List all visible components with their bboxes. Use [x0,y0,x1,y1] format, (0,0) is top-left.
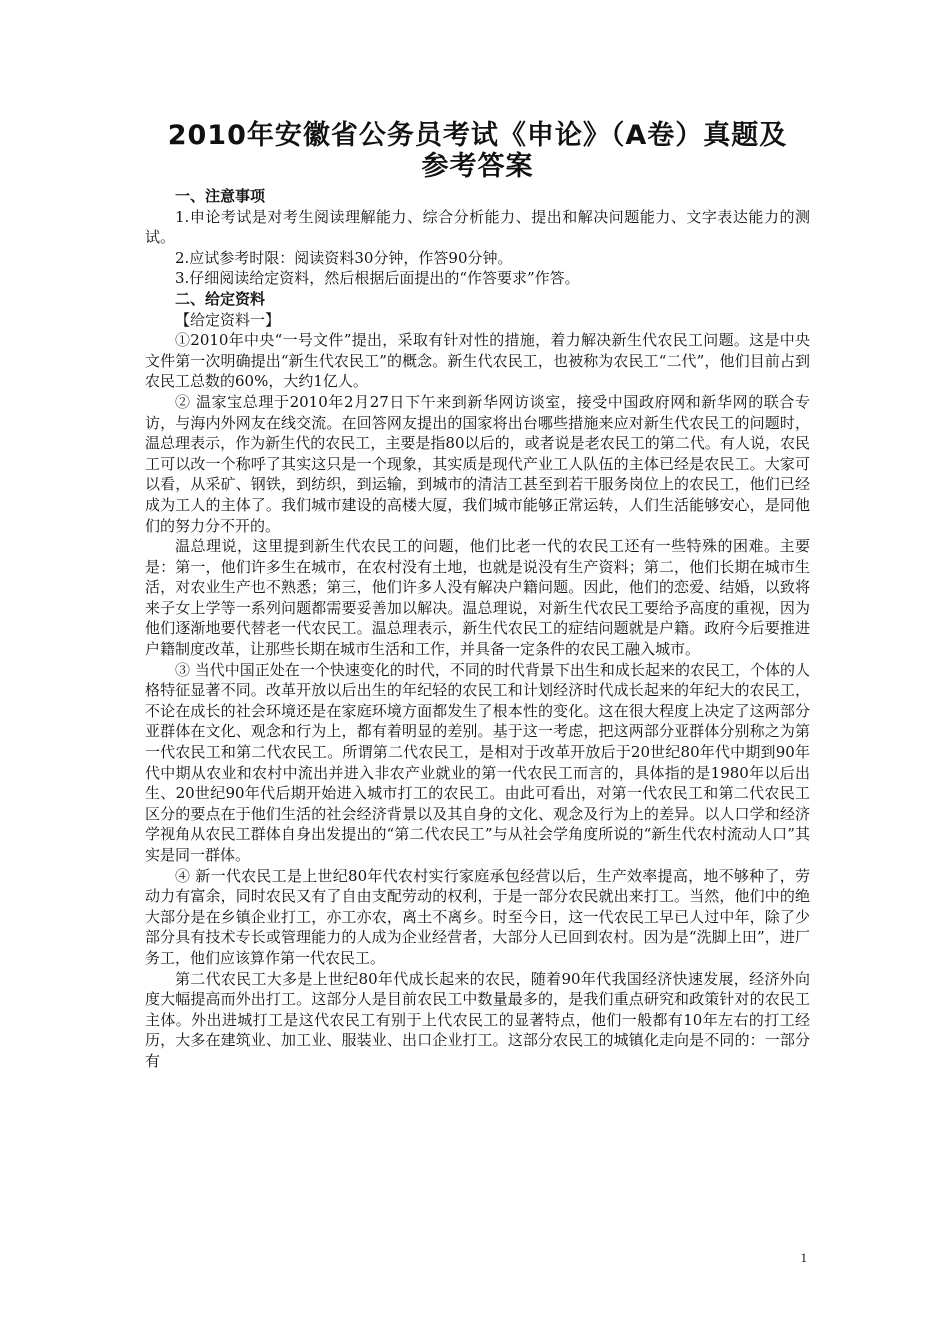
title-line-2: 参考答案 [421,151,534,182]
body-paragraph: ①2010年中央“一号文件”提出，采取有针对性的措施，着力解决新生代农民工问题。这是中央文件第一次明确提出“新生代农民工”的概念。新生代农民工，也被称为农民工“二代”，他们目前占到农民工总数的60%，大约1亿人。 [145,331,810,391]
body-paragraph: ③ 当代中国正处在一个快速变化的时代，不同的时代背景下出生和成长起来的农民工，个体的人格特征显著不同。改革开放以后出生的年纪轻的农民工和计划经济时代成长起来的年纪大的农民工，不论在成长的社会环境还是在家庭环境方面都发生了根本性的变化。这在很大程度上决定了这两部分亚群体在文化、观念和行为上，都有着明显的差别。基于这一考虑，把这两部分亚群体分别称之为第一代农民工和第二代农民工。所谓第二代农民工，是相对于改革开放后于20世纪80年代中期到90年代中期从农业和农村中流出并进入非农产业就业的第一代农民工而言的，具体指的是1980年以后出生、20世纪90年代后期开始进入城市打工的农民工。由此可看出，对第一代农民工和第二代农民工区分的要点在于他们生活的社会经济背景以及其自身的文化、观念及行为上的差异。以人口学和经济学视角从农民工群体自身出发提出的“第二代农民工”与从社会学角度所说的“新生代农村流动人口”其实是同一群体。 [145,660,810,864]
page-number: 1 [800,1250,807,1265]
note-item: 3.仔细阅读给定资料，然后根据后面提出的“作答要求”作答。 [175,269,580,288]
material-heading: 【给定资料一】 [175,310,281,329]
section-heading-materials: 二、给定资料 [175,289,266,308]
section-heading-notes: 一、注意事项 [175,187,266,205]
body-paragraph: ② 温家宝总理于2010年2月27日下午来到新华网访谈室，接受中国政府网和新华网的联合专访，与海内外网友在线交流。在回答网友提出的国家将出台哪些措施来应对新生代农民工的问题时，温总理表示，作为新生代的农民工，主要是指80以后的，或者说是老农民工的第二代。有人说，农民工可以改一个称呼了其实这只是一个现象，其实质是现代产业工人队伍的主体已经是农民工。大家可以看，从采矿、钢铁，到纺织，到运输，到城市的清洁工甚至到若干服务岗位上的农民工，他们已经成为工人的主体了。我们城市建设的高楼大厦，我们城市能够正常运转，人们生活能够安心，是同他们的努力分不开的。 [145,392,810,535]
document-body [145,120,810,1072]
body-paragraph: 第二代农民工大多是上世纪80年代成长起来的农民，随着90年代我国经济快速发展，经济外向度大幅提高而外出打工。这部分人是目前农民工中数量最多的，是我们重点研究和政策针对的农民工主体。外出进城打工是这代农民工有别于上代农民工的显著特点，他们一般都有10年左右的打工经历，大多在建筑业、加工业、服装业、出口企业打工。这部分农民工的城镇化走向是不同的：一部分有 [145,969,810,1070]
document-title [145,120,810,182]
note-item: 1.申论考试是对考生阅读理解能力、综合分析能力、提出和解决问题能力、文字表达能力的测试。 [145,207,810,247]
title-line-1: 2010年安徽省公务员考试《申论》（A卷）真题及 [167,120,788,151]
body-paragraph: 温总理说，这里提到新生代农民工的问题，他们比老一代的农民工还有一些特殊的困难。主要是：第一，他们许多生在城市，在农村没有土地，也就是说没有生产资料；第二，他们长期在城市生活，对农业生产也不熟悉；第三，他们许多人没有解决户籍问题。因此，他们的恋爱、结婚，以致将来子女上学等一系列问题都需要妥善加以解决。温总理说，对新生代农民工要给予高度的重视，因为他们逐渐地要代替老一代农民工。温总理表示，新生代农民工的症结问题就是户籍。政府今后要推进户籍制度改革，让那些长期在城市生活和工作，并具备一定条件的农民工融入城市。 [145,537,810,659]
note-item: 2.应试参考时限：阅读资料30分钟，作答90分钟。 [175,248,513,267]
body-paragraph: ④ 新一代农民工是上世纪80年代农村实行家庭承包经营以后，生产效率提高，地不够种了，劳动力有富余，同时农民又有了自由支配劳动的权利，于是一部分农民就出来打工。当然，他们中的绝大部分是在乡镇企业打工，亦工亦农，离土不离乡。时至今日，这一代农民工早已人过中年，除了少部分具有技术专长或管理能力的人成为企业经营者，大部分人已回到农村。因为是“洗脚上田”，进厂务工，他们应该算作第一代农民工。 [145,866,810,967]
